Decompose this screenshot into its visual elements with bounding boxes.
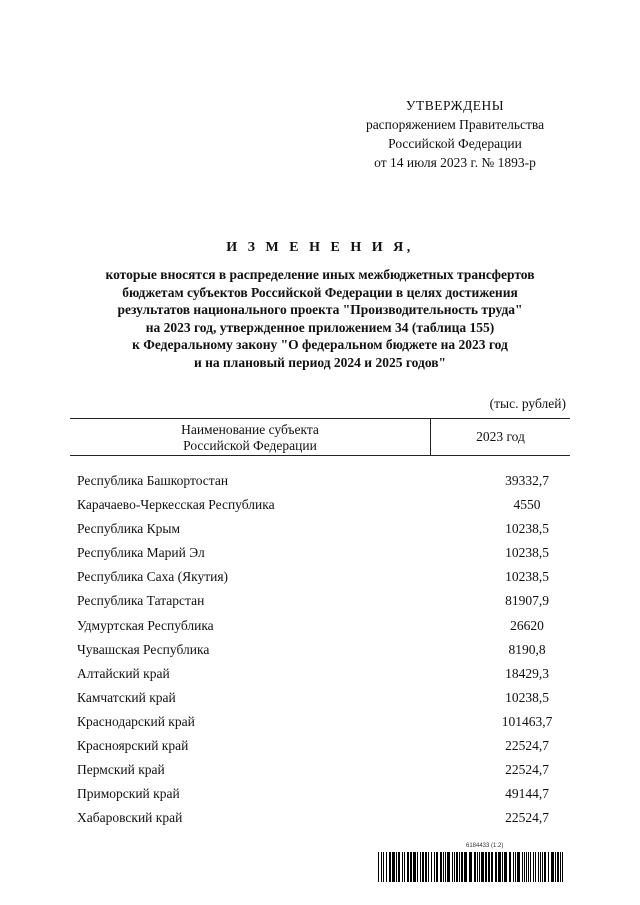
region-name: Краснодарский край — [77, 713, 195, 729]
table-row — [77, 690, 577, 714]
table-row — [77, 642, 577, 666]
subtitle-line: и на плановый период 2024 и 2025 годов" — [193, 354, 447, 370]
table-row — [77, 738, 577, 762]
amount-value: 10238,5 — [505, 689, 549, 705]
approved-heading: УТВЕРЖДЕНЫ — [405, 98, 505, 113]
table-row — [77, 810, 577, 834]
amount-value: 81907,9 — [505, 593, 549, 609]
amount-value: 22524,7 — [505, 810, 549, 826]
subtitle-line: к Федеральному закону "О федеральном бюджете на 2023 год — [132, 337, 508, 352]
header-region-name — [70, 422, 430, 453]
table-header — [70, 418, 570, 456]
amount-value: 101463,7 — [501, 713, 553, 729]
region-name: Республика Башкортостан — [77, 473, 229, 488]
subtitle-line: которые вносятся в распределение иных межбюджетных трансфертов — [105, 267, 535, 282]
amount-value: 39332,7 — [505, 473, 549, 488]
region-name: Алтайский край — [77, 665, 170, 681]
units-label: (тыс. рублей) — [489, 396, 566, 411]
region-name: Пермский край — [77, 762, 165, 778]
barcode-caption: 6184433 (1.2) — [466, 843, 504, 849]
region-name: Удмуртская Республика — [77, 617, 214, 633]
table-row — [77, 473, 577, 497]
header-name-line: Российской Федерации — [183, 437, 317, 453]
table-row — [77, 497, 577, 521]
table-row — [77, 545, 577, 569]
region-name: Республика Крым — [77, 521, 181, 537]
region-name: Республика Марий Эл — [77, 545, 205, 561]
approved-by: распоряжением Правительства — [365, 117, 545, 132]
subtitle-line: бюджетам субъектов Российской Федерации в целях достижения — [122, 284, 518, 300]
approved-authority: Российской Федерации — [388, 136, 522, 151]
amount-value: 10238,5 — [505, 545, 549, 561]
document-subtitle — [60, 266, 580, 371]
region-name: Республика Саха (Якутия) — [77, 569, 229, 585]
barcode-image — [378, 852, 566, 882]
region-name: Чувашская Республика — [77, 641, 210, 657]
header-name-line: Наименование субъекта — [181, 422, 319, 437]
amount-value: 26620 — [510, 617, 544, 633]
table-row — [77, 786, 577, 810]
region-name: Республика Татарстан — [77, 593, 205, 609]
amount-value: 18429,3 — [505, 665, 549, 681]
region-name: Карачаево-Черкесская Республика — [77, 497, 275, 513]
subtitle-line: на 2023 год, утвержденное приложением 34 (таблица 155) — [145, 319, 495, 335]
amount-value: 22524,7 — [505, 762, 549, 778]
region-name: Хабаровский край — [77, 810, 183, 826]
amount-value: 49144,7 — [505, 786, 549, 802]
table-row — [77, 618, 577, 642]
amount-value: 8190,8 — [508, 641, 546, 657]
table-body — [77, 473, 577, 834]
table-row — [77, 714, 577, 738]
amount-value: 22524,7 — [505, 738, 549, 754]
table-row — [77, 666, 577, 690]
table-row — [77, 762, 577, 786]
document-title: И З М Е Н Е Н И Я, — [226, 240, 414, 255]
subtitle-line: результатов национального проекта "Производительность труда" — [117, 302, 523, 317]
table-row — [77, 521, 577, 545]
amount-value: 10238,5 — [505, 569, 549, 585]
approved-date-number: от 14 июля 2023 г. № 1893-р — [374, 155, 536, 170]
header-year: 2023 год — [476, 429, 525, 444]
table-row — [77, 569, 577, 593]
amount-value: 10238,5 — [505, 521, 549, 537]
table-row — [77, 593, 577, 617]
region-name: Камчатский край — [77, 689, 176, 705]
region-name: Красноярский край — [77, 738, 189, 754]
amount-value: 4550 — [513, 497, 541, 513]
approval-stamp — [320, 96, 590, 172]
region-name: Приморский край — [77, 786, 180, 802]
